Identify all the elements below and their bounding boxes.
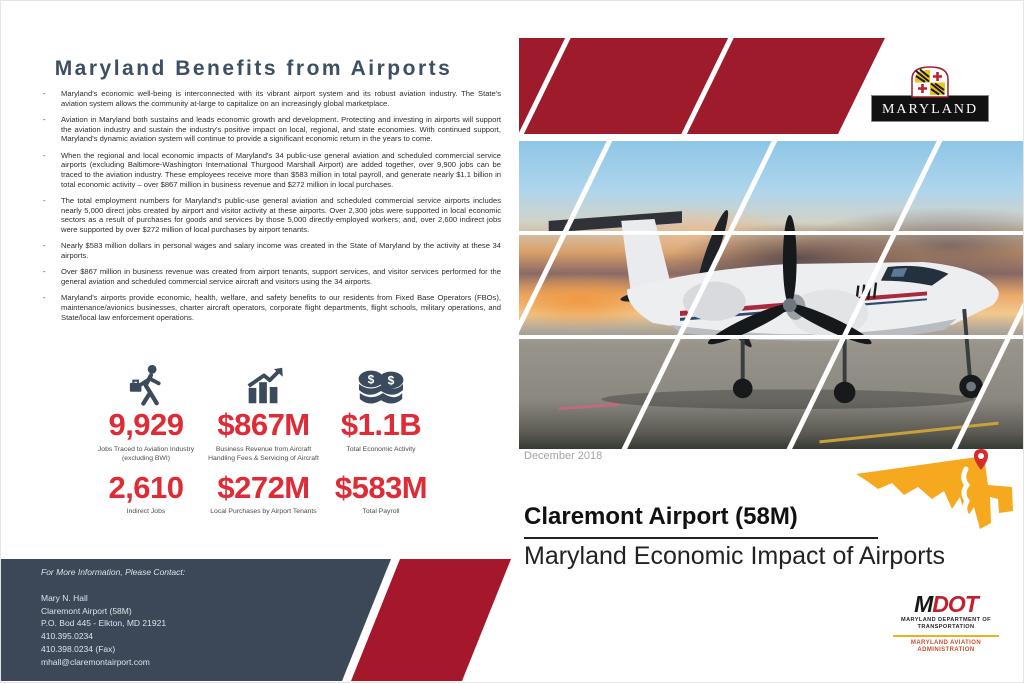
stat-label: Local Purchases by Airport Tenants <box>210 508 317 516</box>
stat-local-purchases <box>207 469 320 517</box>
stats-grid <box>85 361 442 517</box>
jobs-runner-icon <box>85 361 207 409</box>
grid-line-horizontal <box>519 335 1024 339</box>
left-page <box>1 1 506 683</box>
stat-value: 9,929 <box>108 407 184 442</box>
airplane-illustration <box>533 189 1023 439</box>
stat-value: 2,610 <box>108 469 184 505</box>
stat-label: Business Revenue from Aircraft Handling Fees & Servicing of Aircraft <box>208 445 319 462</box>
stat-label: Jobs Traced to Aviation Industry (excluding BWI) <box>97 445 195 462</box>
mdot-logo <box>885 593 1007 655</box>
bullet-item: - The total employment numbers for Maryland's public-use general aviation and scheduled commercial service airports includes nearly 5,000 direct jobs created by airport and visitor activity at these airports. Over 2,300 jobs were supported in local economic sectors as a result of purchases for goods and services by those 5,000 directly-employed workers; and, over 2,600 indirect jobs were supported by over $272 million of local purchases by airport tenants. <box>43 196 501 235</box>
bullet-item: - When the regional and local economic impacts of Maryland's 34 public-use general aviation and scheduled commercial service airports (excluding Baltimore-Washington International Thurgood Marshall Airport) are added together, over 9,900 jobs can be traced to the aviation industry. These employees receive more than $583 million in total payroll, and generate nearly $1.1 billion in total economic activity – over $867 million in business revenue and $272 million in local purchases. <box>43 151 501 190</box>
grid-line-horizontal <box>519 231 1024 235</box>
stat-label: Total Economic Activity <box>346 445 416 453</box>
contact-heading: For More Information, Please Contact: <box>41 567 186 577</box>
airport-title: Claremont Airport (58M) <box>524 503 798 530</box>
bullet-list <box>43 89 501 329</box>
mdot-administration-text: MARYLAND AVIATION ADMINISTRATION <box>910 639 982 654</box>
contact-band <box>1 559 521 681</box>
mdot-wordmark: MDOT <box>914 591 978 617</box>
stat-indirect-jobs <box>85 469 207 517</box>
stat-value: $1.1B <box>340 407 422 442</box>
mdot-department-text: MARYLAND DEPARTMENT OF TRANSPORTATION <box>901 617 991 631</box>
stat-label: Total Payroll <box>362 508 400 516</box>
maryland-state-shape <box>856 456 1013 529</box>
top-red-band <box>519 38 889 134</box>
bullet-item: - Maryland's airports provide economic, health, welfare, and safety benefits to our residents from Fixed Base Operators (FBOs), maintenance/avionics businesses, charter aircraft operators, corporate flight departments, flight schools, military operations, and State/local law enforcement operations. <box>43 293 501 322</box>
bullet-item: - Nearly $583 million dollars in personal wages and salary income was created in the State of Maryland by the activity at these 34 airports. <box>43 241 501 260</box>
diagonal-divider <box>512 22 578 150</box>
stat-value: $867M <box>217 407 310 442</box>
contact-email: mhall@claremontairport.com <box>41 656 150 667</box>
bullet-item: - Over $867 million in business revenue was created from airport tenants, support services, and visitor services performed for the general aviation and scheduled commercial service aircraft and visitors using the 34 airports. <box>43 267 501 286</box>
report-subtitle: Maryland Economic Impact of Airports <box>524 542 945 570</box>
svg-text:$: $ <box>367 372 375 387</box>
money-coins-icon <box>320 361 442 409</box>
airplane-photo <box>519 141 1024 449</box>
stat-value: $272M <box>217 469 310 505</box>
contact-airport: Claremont Airport (58M) <box>41 605 132 616</box>
stat-jobs <box>85 361 207 463</box>
stat-label: Indirect Jobs <box>126 508 166 516</box>
contact-phone: 410.395.0234 <box>41 631 93 641</box>
contact-block <box>41 566 185 668</box>
maryland-logo-box <box>871 95 989 122</box>
stat-value: $583M <box>334 469 428 505</box>
maryland-crest-icon <box>908 65 952 99</box>
growth-chart-icon <box>207 361 320 409</box>
publication-date: December 2018 <box>524 450 603 462</box>
diagonal-divider <box>675 22 741 150</box>
title-underline <box>524 537 878 539</box>
stat-business-revenue <box>207 361 320 463</box>
svg-text:$: $ <box>387 373 395 388</box>
bullet-item: - Aviation in Maryland both sustains and leads economic growth and development. Protecting and investing in airports will support the aviation industry and sustain the industry's positive impact on local, regional, and state economies. With continued support, Maryland's dynamic aviation system will continue to provide a significant economic return in the years to come. <box>43 115 501 144</box>
mdot-yellow-rule <box>893 635 999 637</box>
maryland-logo-text: MARYLAND <box>881 102 979 117</box>
stat-total-payroll <box>320 469 442 517</box>
maryland-map <box>853 447 1019 538</box>
maryland-logo <box>871 65 989 122</box>
bullet-item: - Maryland's economic well-being is interconnected with its vibrant airport system and its robust aviation industry. The State's aviation system allows the community at-large to capitalize on an increasingly global marketplace. <box>43 89 501 108</box>
contact-address: P.O. Bod 445 - Elkton, MD 21921 <box>41 618 167 629</box>
stat-economic-activity <box>320 361 442 463</box>
contact-name: Mary N. Hall <box>41 592 88 603</box>
contact-fax: 410.398.0234 (Fax) <box>41 643 116 654</box>
page-title: Maryland Benefits from Airports <box>54 57 453 80</box>
